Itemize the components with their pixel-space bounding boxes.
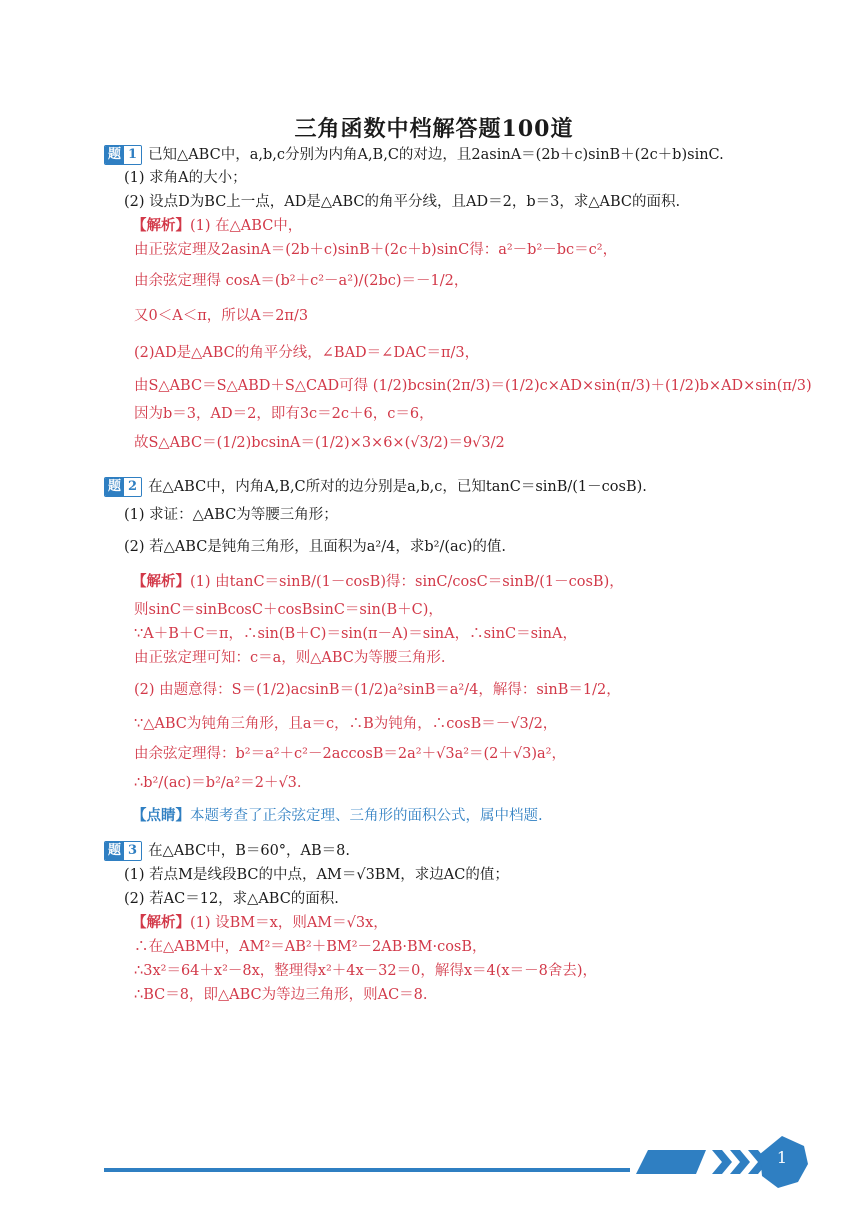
q2-note-line: 【点睛】本题考查了正余弦定理、三角形的面积公式，属中档题. — [132, 807, 543, 824]
q1-part1: (1) 求角A的大小； — [124, 170, 247, 186]
q2-stem-line — [104, 476, 647, 498]
q2-sol-line7: 由余弦定理得：b²＝a²＋c²－2accosB＝2a²＋√3a²＝(2＋√3)a²， — [134, 746, 566, 762]
q2-sol-line2: 则sinC＝sinBcosC＋cosBsinC＝sin(B＋C)， — [134, 602, 443, 618]
q3-sol-line2: ∴在△ABM中，AM²＝AB²＋BM²－2AB·BM·cosB， — [134, 939, 487, 955]
question-badge: 题 1 — [104, 145, 142, 165]
question-badge: 题 2 — [104, 477, 142, 497]
q1-stem-line — [104, 144, 724, 166]
q1-sol-line4: 又0＜A＜π，所以A＝2π/3 — [134, 308, 309, 324]
q2-sol-line8: ∴b²/(ac)＝b²/a²＝2＋√3. — [134, 775, 302, 791]
q1-sol-line7: 因为b＝3，AD＝2，即有3c＝2c＋6，c＝6， — [134, 406, 434, 422]
q3-sol-line1: 【解析】(1) 设BM＝x，则AM＝√3x， — [132, 914, 388, 931]
q2-sol-line5: (2) 由题意得：S＝(1/2)acsinB＝(1/2)a²sinB＝a²/4，解得：sinB＝1/2， — [134, 682, 621, 698]
q3-stem: 在△ABC中，B＝60°，AB＝8. — [148, 843, 351, 859]
q3-sol-line4: ∴BC＝8，即△ABC为等边三角形，则AC＝8. — [134, 987, 428, 1003]
solution-tag: 【解析】 — [132, 217, 190, 234]
q1-sol-line1: 【解析】(1) 在△ABC中， — [132, 217, 303, 234]
q2-stem: 在△ABC中，内角A,B,C所对的边分别是a,b,c，已知tanC＝sinB/(1－cosB). — [148, 479, 647, 495]
page-number: 1 — [776, 1148, 788, 1167]
page-title: 三角函数中档解答题100道 — [294, 116, 574, 142]
q3-part1: (1) 若点M是线段BC的中点，AM＝√3BM，求边AC的值； — [124, 867, 509, 883]
footer-rule — [104, 1168, 630, 1172]
q1-sol-line6: 由S△ABC＝S△ABD＋S△CAD可得 (1/2)bcsin(2π/3)＝(1/2)c×AD×sin(π/3)＋(1/2)b×AD×sin(π/3) — [134, 378, 812, 394]
q2-sol-line3: ∵A＋B＋C＝π，∴sin(B＋C)＝sin(π－A)＝sinA，∴sinC＝sinA， — [134, 626, 577, 642]
q1-sol-line5: (2)AD是△ABC的角平分线，∠BAD＝∠DAC＝π/3， — [134, 345, 480, 361]
q1-stem: 已知△ABC中，a,b,c分别为内角A,B,C的对边，且2asinA＝(2b＋c)sinB＋(2c＋b)sinC. — [148, 147, 724, 163]
note-tag: 【点睛】 — [132, 807, 190, 824]
q2-sol-line6: ∵△ABC为钝角三角形，且a＝c，∴B为钝角，∴cosB＝－√3/2， — [134, 716, 558, 732]
q3-part2: (2) 若AC＝12，求△ABC的面积. — [124, 891, 339, 907]
q2-part2: (2) 若△ABC是钝角三角形，且面积为a²/4，求b²/(ac)的值. — [124, 539, 507, 555]
q3-stem-line — [104, 840, 350, 862]
q2-sol-line1: 【解析】(1) 由tanC＝sinB/(1－cosB)得：sinC/cosC＝sinB/(1－cosB)， — [132, 573, 624, 590]
q2-part1: (1) 求证：△ABC为等腰三角形； — [124, 507, 338, 523]
solution-tag: 【解析】 — [132, 573, 190, 590]
q3-sol-line3: ∴3x²＝64＋x²－8x，整理得x²＋4x－32＝0，解得x＝4(x＝－8舍去)， — [134, 963, 597, 979]
solution-tag: 【解析】 — [132, 914, 190, 931]
chevron-right-icon — [712, 1150, 732, 1174]
q1-sol-line3: 由余弦定理得 cosA＝(b²＋c²－a²)/(2bc)＝－1/2， — [134, 273, 469, 289]
question-badge: 题 3 — [104, 841, 142, 861]
q1-part2: (2) 设点D为BC上一点，AD是△ABC的角平分线，且AD＝2，b＝3，求△ABC的面积. — [124, 194, 681, 210]
q2-sol-line4: 由正弦定理可知：c＝a，则△ABC为等腰三角形. — [134, 650, 446, 666]
chevron-right-icon — [730, 1150, 750, 1174]
footer-parallelogram — [636, 1150, 706, 1174]
q1-sol-line8: 故S△ABC＝(1/2)bcsinA＝(1/2)×3×6×(√3/2)＝9√3/2 — [134, 435, 505, 451]
q1-sol-line2: 由正弦定理及2asinA＝(2b＋c)sinB＋(2c＋b)sinC得：a²－b²－bc＝c²， — [134, 242, 618, 258]
